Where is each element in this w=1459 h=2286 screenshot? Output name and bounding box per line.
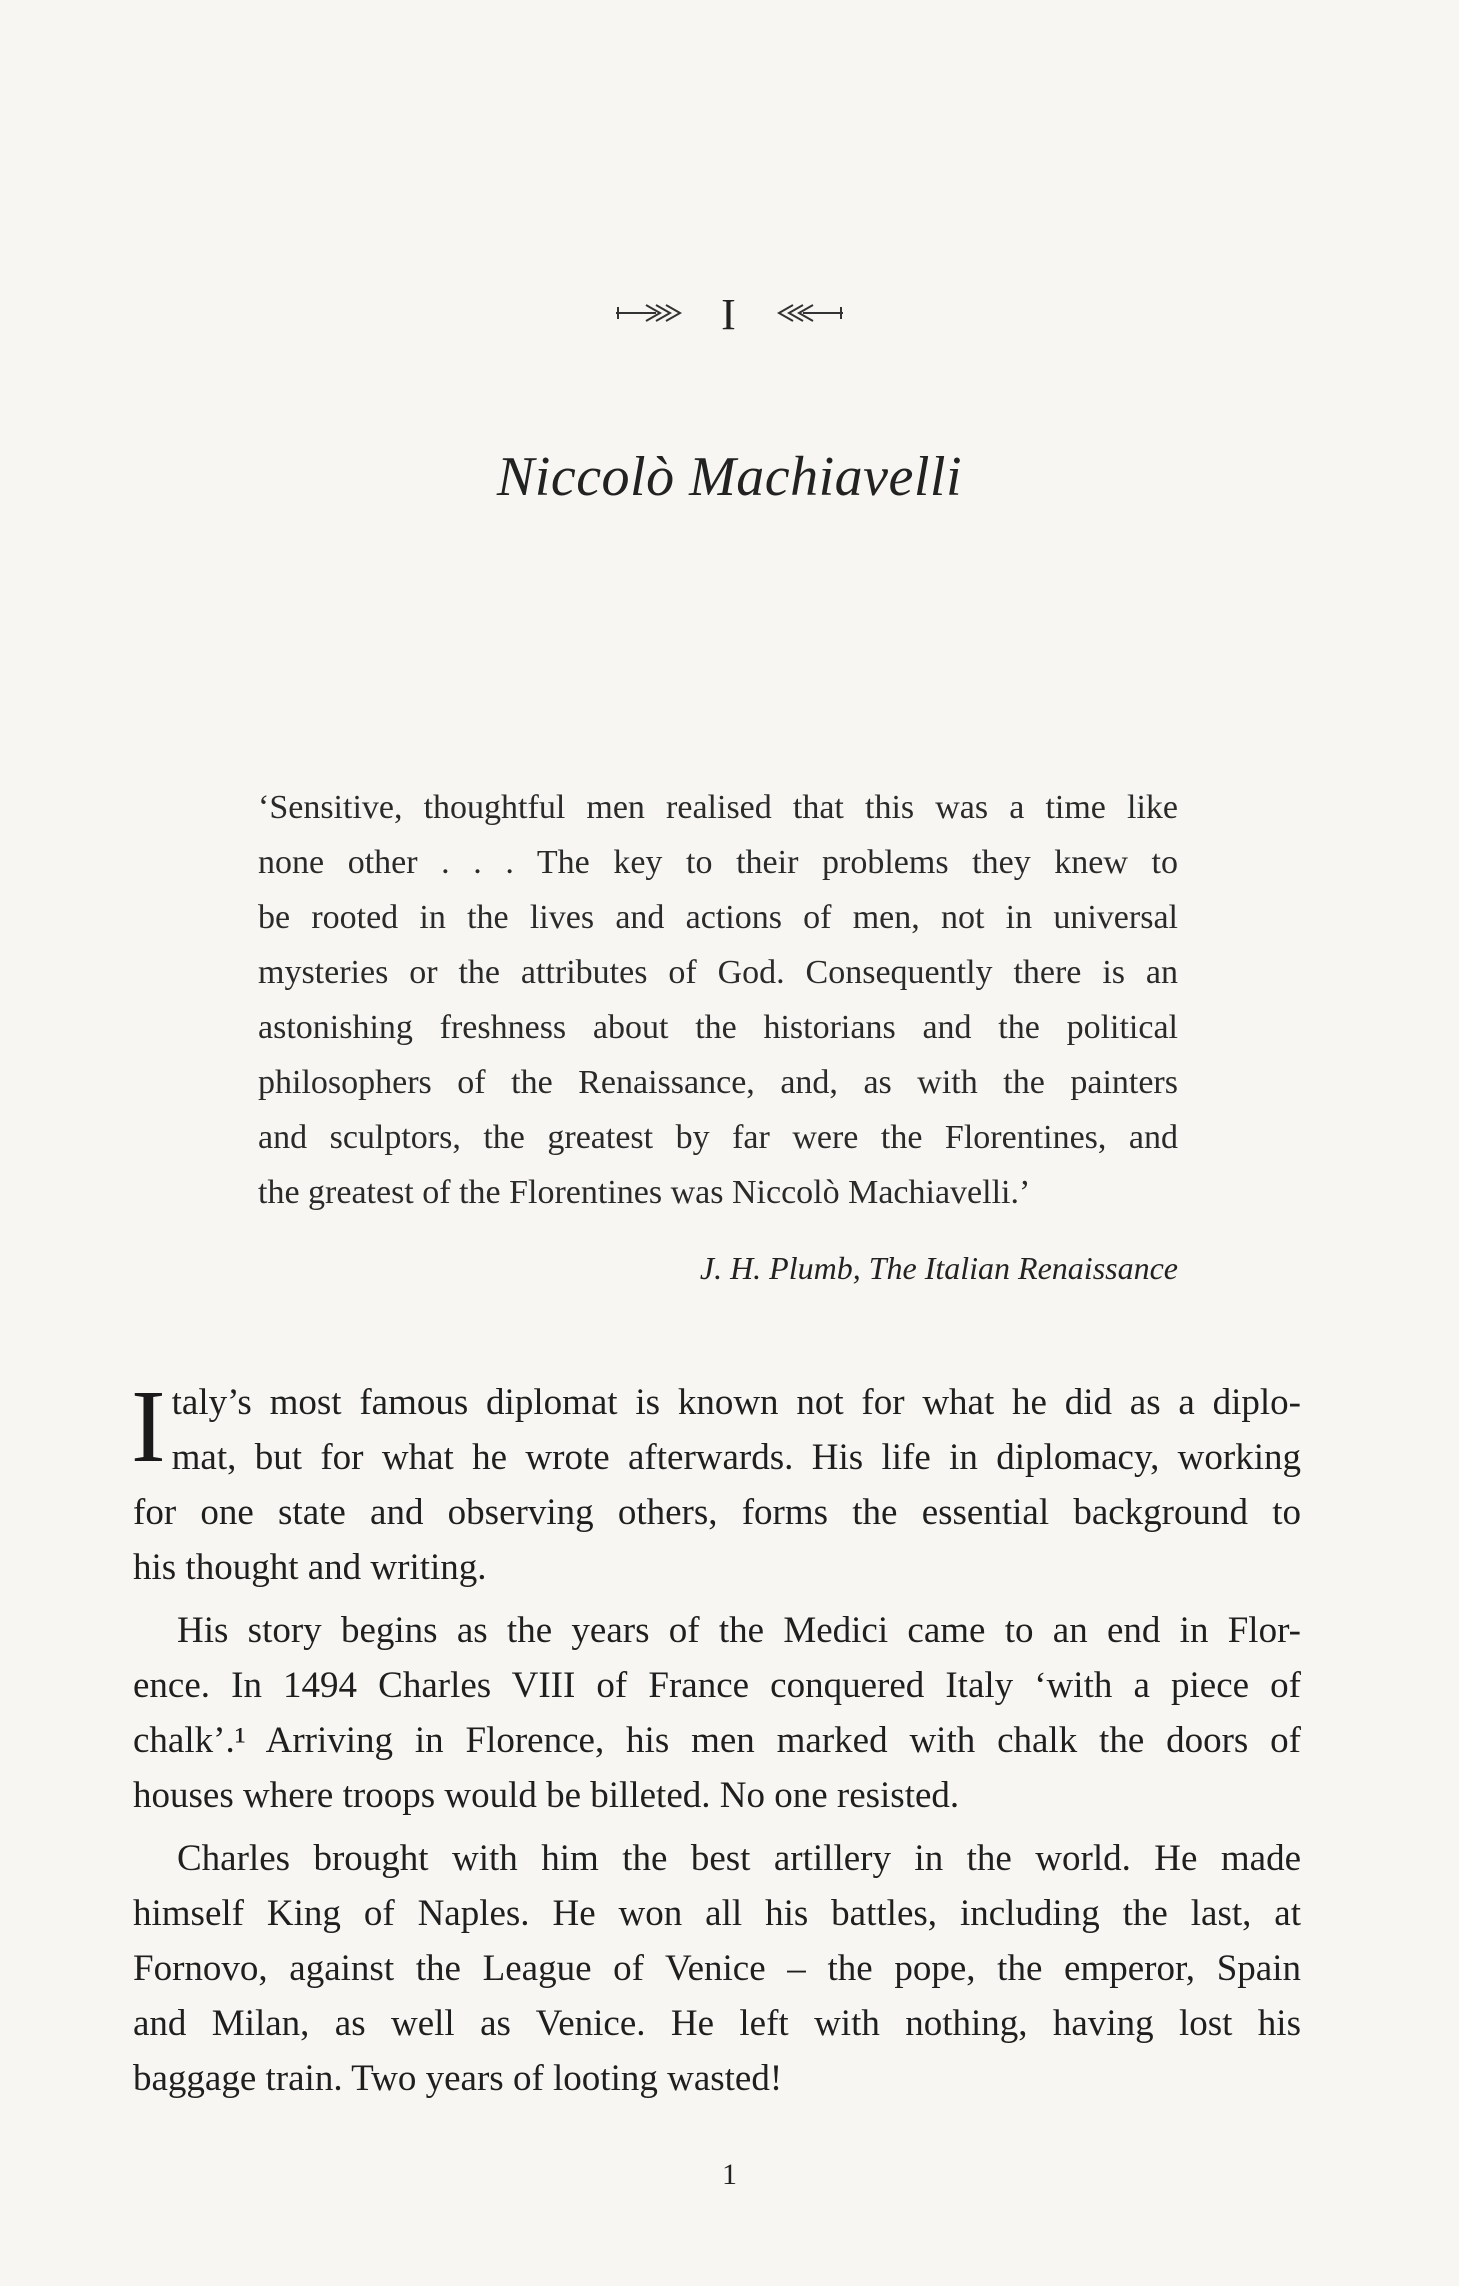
body-line: baggage train. Two years of looting wasted! [133,2058,783,2099]
paragraph [131,1369,1301,1595]
body-text [131,1369,1301,2114]
paragraph [133,1603,1301,1823]
epigraph-line: the greatest of the Florentines was Niccolò Machiavelli.’ [258,1174,1031,1211]
paragraph [133,1831,1301,2106]
epigraph-line: mysteries or the attributes of God. Consequently there is an [258,954,1178,991]
body-line: and Milan, as well as Venice. He left with nothing, having lost his [133,2003,1301,2044]
page-number: 1 [722,2158,737,2191]
body-line: for one state and observing others, forms the essential background to [133,1492,1301,1533]
epigraph-line: astonishing freshness about the historians and the political [258,1009,1178,1046]
body-line: ence. In 1494 Charles VIII of France conquered Italy ‘with a piece of [133,1665,1301,1706]
epigraph-attribution: J. H. Plumb, The Italian Renaissance [699,1250,1178,1286]
body-line: his thought and writing. [133,1547,487,1588]
drop-cap: I [131,1369,166,1484]
epigraph-line: ‘Sensitive, thoughtful men realised that this was a time like [258,789,1178,826]
body-line: taly’s most famous diplomat is known not for what he did as a diplo- [171,1382,1301,1423]
dropcap-block [131,1369,1301,1485]
epigraph [258,780,1178,1220]
body-line: mat, but for what he wrote afterwards. His life in diplomacy, working [171,1437,1301,1478]
chapter-number: I [721,290,738,340]
body-line: His story begins as the years of the Medici came to an end in Flor- [177,1610,1301,1651]
epigraph-line: philosophers of the Renaissance, and, as with the painters [258,1064,1178,1101]
body-line: Fornovo, against the League of Venice – the pope, the emperor, Spain [133,1948,1301,1989]
body-line: Charles brought with him the best artillery in the world. He made [177,1838,1301,1879]
right-ornament-icon [773,296,843,334]
body-line: houses where troops would be billeted. No one resisted. [133,1775,960,1816]
body-line: himself King of Naples. He won all his battles, including the last, at [133,1893,1301,1934]
body-line: chalk’.¹ Arriving in Florence, his men marked with chalk the doors of [133,1720,1301,1761]
epigraph-line: be rooted in the lives and actions of men, not in universal [258,899,1178,936]
chapter-title: Niccolò Machiavelli [496,446,963,508]
epigraph-line: none other . . . The key to their problems they knew to [258,844,1178,881]
left-ornament-icon [616,296,686,334]
epigraph-line: and sculptors, the greatest by far were the Florentines, and [258,1119,1178,1156]
chapter-heading [0,285,1459,340]
